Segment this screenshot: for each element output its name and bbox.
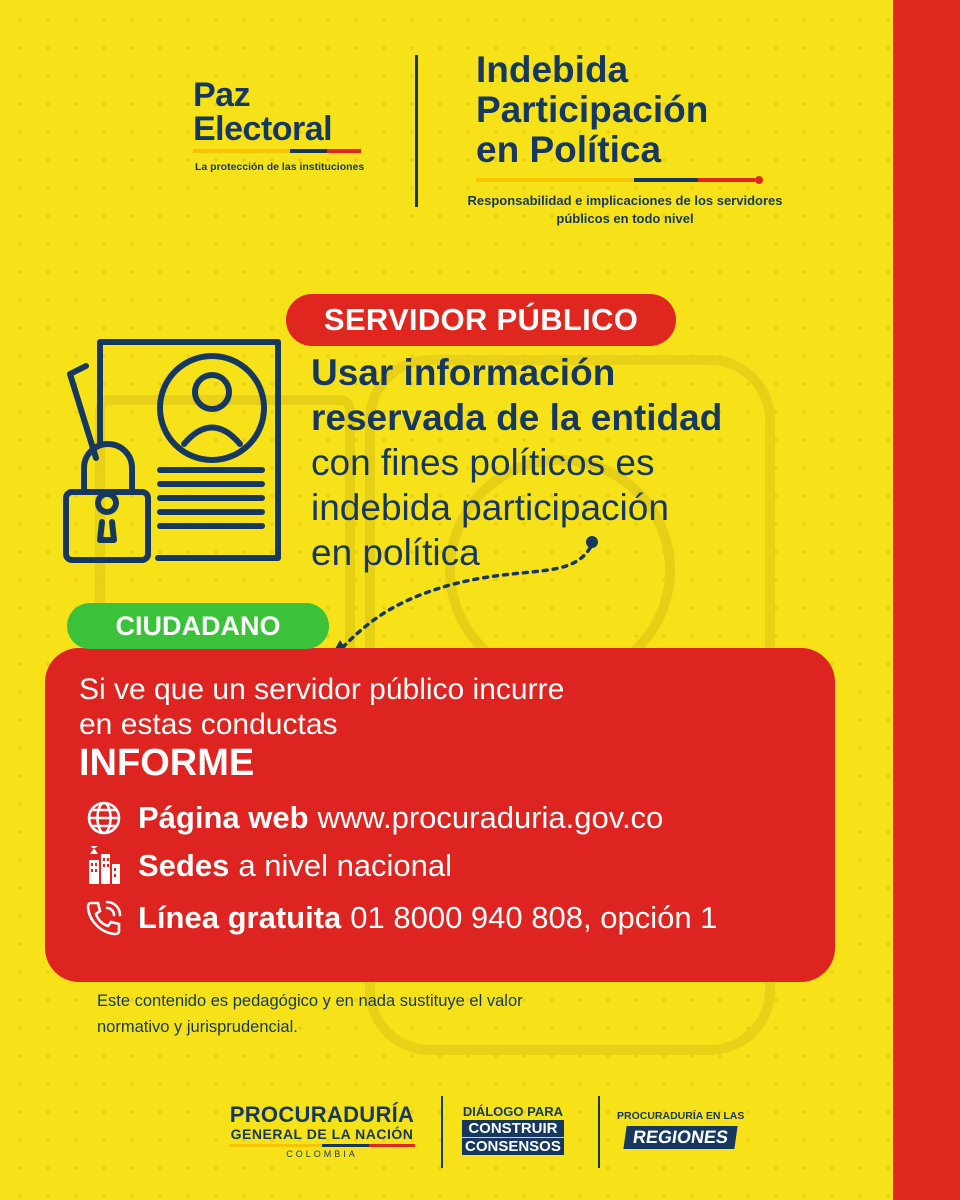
document-lock-icon (62, 336, 287, 566)
footer-divider-2 (598, 1096, 600, 1168)
procuraduria-line-2: GENERAL DE LA NACIÓN (230, 1126, 414, 1142)
footer-logos (0, 1090, 893, 1170)
logo-line-paz: Paz (193, 76, 251, 114)
paz-electoral-logo (193, 78, 364, 173)
regiones-line-1: PROCURADURÍA EN LAS (617, 1110, 745, 1122)
header-divider (415, 55, 418, 207)
procuraduria-logo (229, 1104, 415, 1159)
title-line-2: Participación (476, 89, 709, 130)
footer-divider-1 (441, 1096, 443, 1168)
servidor-bold-line-2: reservada de la entidad (311, 397, 723, 438)
disclaimer-line-2: normativo y jurisprudencial. (97, 1018, 298, 1036)
title-line-1: Indebida (476, 49, 629, 90)
globe-icon (84, 798, 124, 838)
buildings-icon (84, 846, 124, 886)
servidor-line-5: en política (311, 532, 480, 573)
regiones-line-2: REGIONES (624, 1126, 738, 1149)
contact-web-value[interactable]: www.procuraduria.gov.co (317, 800, 664, 835)
informe-heading: INFORME (79, 742, 255, 784)
ciudadano-badge: CIUDADANO (67, 603, 329, 649)
intro-line-2: en estas conductas (79, 708, 338, 741)
procuraduria-line-1: PROCURADURÍA (229, 1102, 415, 1127)
disclaimer (97, 988, 523, 1040)
contact-phone-label: Línea gratuita (138, 900, 342, 935)
contact-web-row (84, 798, 663, 838)
dialogo-line-1: DIÁLOGO PARA (462, 1104, 563, 1119)
contact-sedes-value: a nivel nacional (238, 848, 453, 883)
servidor-bold-line-1: Usar información (311, 352, 616, 393)
contact-sedes-row (84, 846, 452, 886)
logo-tricolor-bar (193, 149, 361, 153)
procuraduria-tricolor-bar (229, 1144, 415, 1147)
dialogo-line-3: CONSENSOS (462, 1138, 564, 1155)
contact-phone-value[interactable]: 01 8000 940 808, opción 1 (350, 900, 718, 935)
intro-line-1: Si ve que un servidor público incurre (79, 673, 565, 706)
campaign-title (476, 50, 708, 170)
red-side-stripe (893, 0, 960, 1200)
contact-sedes-label: Sedes (138, 848, 230, 883)
dialogo-logo (462, 1104, 564, 1155)
disclaimer-line-1: Este contenido es pedagógico y en nada sustituye el valor (97, 992, 523, 1010)
servidor-line-4: indebida participación (311, 487, 669, 528)
regiones-logo (617, 1110, 744, 1149)
contact-web-label: Página web (138, 800, 309, 835)
servidor-publico-badge: SERVIDOR PÚBLICO (286, 294, 676, 346)
campaign-subtitle: Responsabilidad e implicaciones de los servidores públicos en todo nivel (467, 193, 783, 226)
title-tricolor-bar (476, 178, 764, 182)
ciudadano-intro (79, 672, 564, 742)
phone-icon (84, 898, 124, 938)
logo-tagline: La protección de las instituciones (195, 161, 365, 173)
logo-line-electoral: Electoral (193, 110, 333, 148)
servidor-line-3: con fines políticos es (311, 442, 655, 483)
title-line-3: en Política (476, 129, 662, 170)
dotted-arrow-icon (320, 530, 610, 665)
dialogo-line-2: CONSTRUIR (462, 1120, 564, 1137)
procuraduria-line-3: COLOMBIA (286, 1149, 358, 1159)
contact-phone-row (84, 898, 717, 938)
